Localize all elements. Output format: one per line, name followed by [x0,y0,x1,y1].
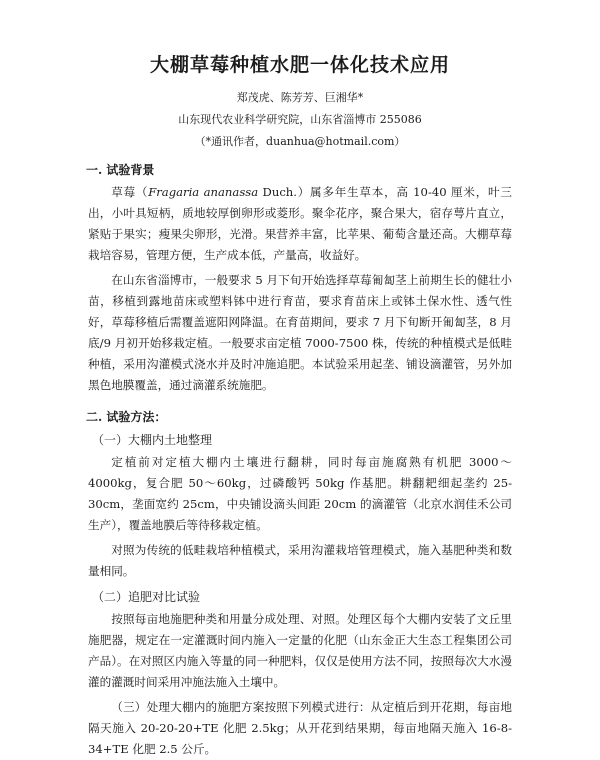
paper-title: 大棚草莓种植水肥一体化技术应用 [149,54,450,76]
latin-species-name: Fragaria ananassa [148,185,259,199]
para1-pre: 草莓（ [111,185,149,199]
paragraph-fertilization-scheme: （三）处理大棚内的施肥方案按照下列模式进行：从定植后到开花期，每亩地隔天施入 20-20-20+TE 化肥 2.5kg；从开花到结果期，每亩地隔天施入 16-8-34+TE 化肥 2.5 公斤。 [88,700,512,756]
section-heading-background: 一. 试验背景 [86,163,155,177]
para1-post: Duch.）属多年生草本，高 10-40 厘米，叶三出，小叶具短柄，质地较厚倒卵形或菱形。聚伞花序，聚合果大，宿存萼片直立，紧贴于果实；瘦果尖卵形，光滑。果营养丰富，比苹果、葡萄含量还高。大棚草莓栽培容易，管理方便，生产成本低，产量高，收益好。 [88,185,512,262]
subsection-heading-land-prep: （一）大棚内土地整理 [92,433,213,447]
paragraph-control-method: 对照为传统的低畦栽培种植模式，采用沟灌栽培管理模式，施入基肥种类和数量相同。 [88,543,512,578]
corresponding-author: （*通讯作者，duanhua@hotmail.com） [194,135,406,148]
subsection-heading-fertilizer-trial: （二）追肥对比试验 [92,590,201,604]
section-heading-methods: 二. 试验方法： [86,410,167,424]
paragraph-fertilizer-trial: 按照每亩地施肥种类和用量分成处理、对照。处理区每个大棚内安装了文丘里施肥器，规定在一定灌溉时间内施入一定量的化肥（山东金正大生态工程集团公司产品）。在对照区内施入等量的同一种肥料，仅仅是使用方法不同，按照每次大水漫灌的灌溉时间采用冲施法施入土壤中。 [88,612,512,689]
paragraph-cultivation-practice: 在山东省淄博市，一般要求 5 月下旬开始选择草莓匍匐茎上前期生长的健壮小苗，移植到露地苗床或塑料钵中进行育苗，要求育苗床上或钵土保水性、透气性好，草莓移植后需覆盖遮阳网降温。在育苗期间，要求 7 月下旬断开匍匐茎，8 月底/9 月初开始移栽定植。一般要求亩定植 7000-7500 株，传统的种植模式是低畦种植，采用沟灌模式浇水并及时冲施追肥。本试验采用起垄、铺设滴灌管，另外加黑色地膜覆盖，通过滴灌系统施肥。 [88,273,512,392]
affiliation: 山东现代农业科学研究院，山东省淄博市 255086 [178,113,422,126]
paragraph-strawberry-description [88,182,512,266]
author-list: 郑茂虎、陈芳芳、巨湘华* [236,91,364,104]
paragraph-land-preparation: 定植前对定植大棚内土壤进行翻耕，同时每亩施腐熟有机肥 3000～4000kg，复合肥 50～60kg，过磷酸钙 50kg 作基肥。耕翻耙细起垄约 25-30cm，垄面宽约 25cm，中央铺设滴头间距 20cm 的滴灌管（北京水润佳禾公司生产），覆盖地膜后等待移栽定植。 [88,455,512,532]
